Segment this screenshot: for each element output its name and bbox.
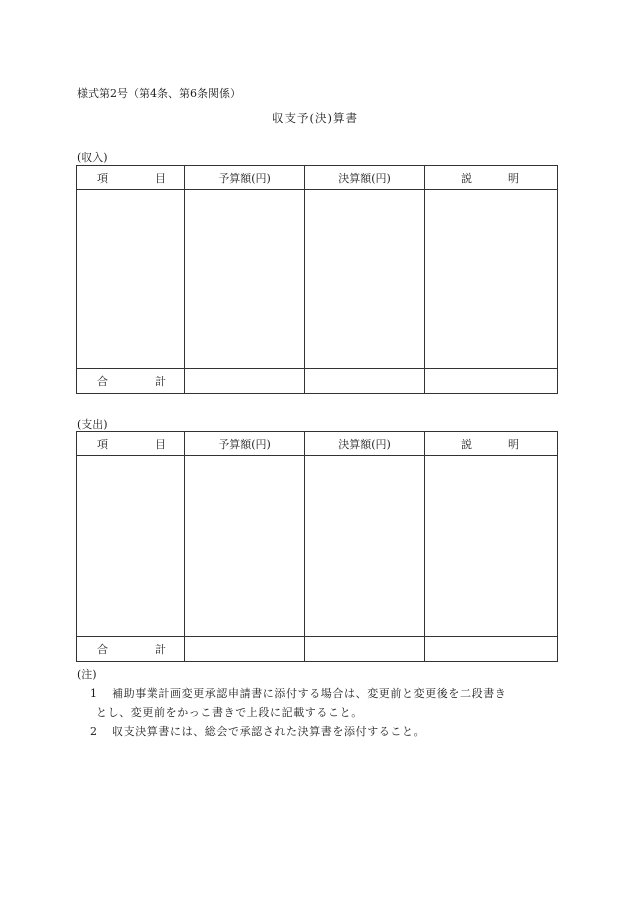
income-budget-header: 予算額(円) — [185, 166, 305, 190]
expense-total-explain-cell[interactable] — [425, 637, 558, 662]
income-explain-header-right: 明 — [508, 171, 519, 185]
expense-budget-cell[interactable] — [185, 456, 305, 637]
note-1-line-2: とし、変更前をかっこ書きで上段に記載すること。 — [96, 706, 363, 719]
expense-item-header — [77, 432, 185, 456]
income-budget-cell[interactable] — [185, 190, 305, 369]
expense-budget-header: 予算額(円) — [185, 432, 305, 456]
income-item-header — [77, 166, 185, 190]
income-total-budget-cell[interactable] — [185, 369, 305, 394]
expense-settlement-cell[interactable] — [305, 456, 425, 637]
income-explain-header — [425, 166, 558, 190]
expense-settlement-header: 決算額(円) — [305, 432, 425, 456]
expense-section-label: (支出) — [77, 418, 108, 431]
expense-total-settlement-cell[interactable] — [305, 637, 425, 662]
expense-explain-cell[interactable] — [425, 456, 558, 637]
document-title: 収支予(決)算書 — [272, 111, 358, 125]
income-item-header-left: 項 — [97, 171, 108, 185]
expense-total-left: 合 — [97, 643, 108, 656]
note-1-line-1 — [90, 685, 506, 701]
income-table — [76, 165, 558, 394]
income-total-explain-cell[interactable] — [425, 369, 558, 394]
income-body-row — [77, 190, 558, 369]
note-1-number: 1 — [90, 687, 98, 700]
expense-item-cell[interactable] — [77, 456, 185, 637]
income-explain-cell[interactable] — [425, 190, 558, 369]
expense-item-header-right: 目 — [155, 437, 166, 451]
note-2-text: 収支決算書には、総会で承認された決算書を添付すること。 — [112, 725, 426, 738]
note-1-text-line-1: 補助事業計画変更承認申請書に添付する場合は、変更前と変更後を二段書き — [112, 687, 507, 700]
income-total-label-cell — [77, 369, 185, 394]
expense-explain-header-left: 説 — [461, 437, 472, 451]
note-2 — [90, 723, 425, 739]
expense-total-row — [77, 637, 558, 662]
note-2-number: 2 — [90, 725, 98, 738]
income-header-row — [77, 166, 558, 190]
expense-explain-header-right: 明 — [508, 437, 519, 451]
expense-explain-header — [425, 432, 558, 456]
income-settlement-cell[interactable] — [305, 190, 425, 369]
expense-total-right: 計 — [155, 643, 166, 656]
income-item-cell[interactable] — [77, 190, 185, 369]
income-settlement-header: 決算額(円) — [305, 166, 425, 190]
form-number: 様式第2号（第4条、第6条関係） — [77, 87, 241, 100]
income-total-settlement-cell[interactable] — [305, 369, 425, 394]
income-item-header-right: 目 — [155, 171, 166, 185]
income-explain-header-left: 説 — [461, 171, 472, 185]
income-total-row — [77, 369, 558, 394]
expense-header-row — [77, 432, 558, 456]
expense-table — [76, 431, 558, 662]
income-section-label: (収入) — [77, 151, 108, 164]
expense-total-budget-cell[interactable] — [185, 637, 305, 662]
expense-body-row — [77, 456, 558, 637]
income-total-left: 合 — [97, 375, 108, 388]
notes-label: (注) — [77, 668, 97, 681]
expense-total-label-cell — [77, 637, 185, 662]
expense-item-header-left: 項 — [97, 437, 108, 451]
income-total-right: 計 — [155, 375, 166, 388]
